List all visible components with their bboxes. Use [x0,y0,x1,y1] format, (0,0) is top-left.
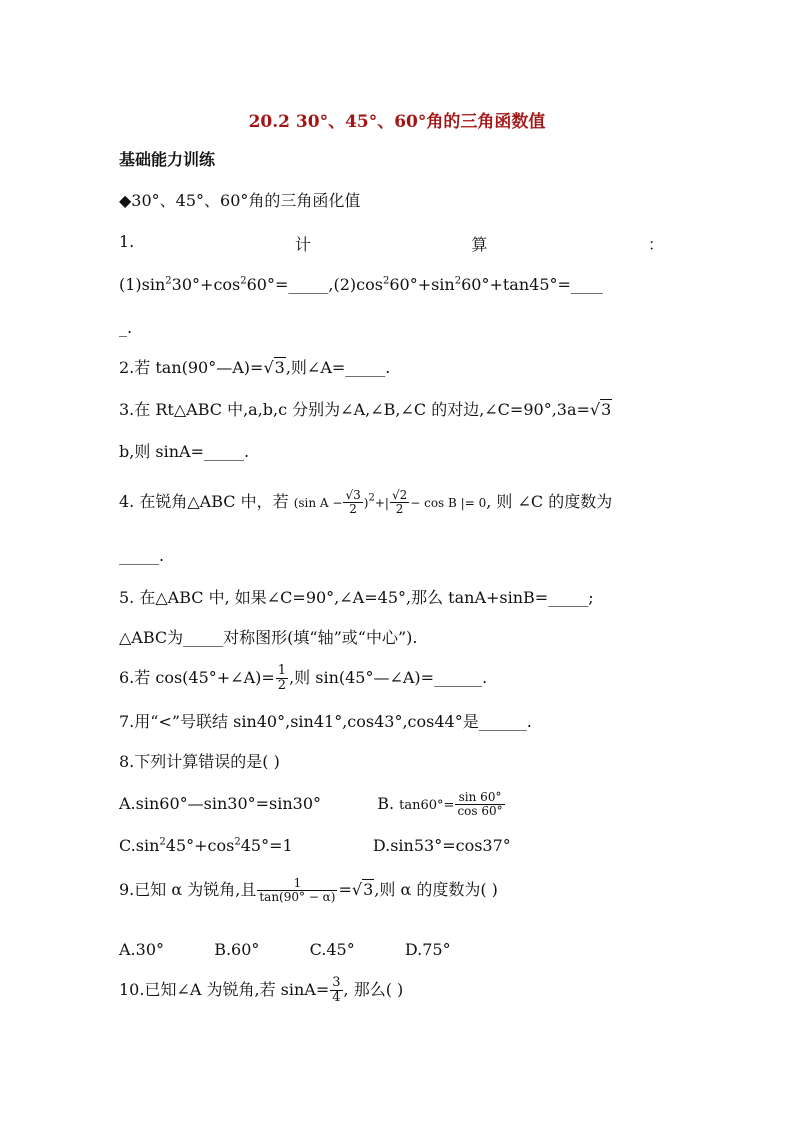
question-9: 9.已知 α 为锐角,且 $\frac{1}{\tan(90^\circ - \alpha)}$ =√3,则 α 的度数为( ) [119,875,498,904]
question-8-options-ab: A.sin60°—sin30°=sin30° B. tan60°= $\frac{\sin 60^\circ}{\cos 60^\circ}$ [119,789,503,818]
question-1-colon: ： [647,235,664,254]
fraction-sqrt2-over-2: $\frac{√2}{2}$ [391,487,408,516]
question-5-line-2: △ABC为_____对称图形(填“轴”或“中心”). [119,628,418,647]
fraction-one-half: $\frac{1}{2}$ [277,662,287,693]
section-heading: 基础能力训练 [119,150,216,169]
question-5-line-1: 5. 在△ABC 中, 如果∠C=90°,∠A=45°,那么 tanA+sinB=_____; [119,588,594,607]
sqrt-symbol: √3 [589,400,612,419]
question-1-number: 1. [119,232,135,251]
option-c: C.45° [309,940,355,959]
fraction-sqrt3-over-2: $\frac{√3}{2}$ [345,487,361,516]
question-4-line-2: _____. [119,546,165,565]
subsection-heading: ◆30°、45°、60°角的三角函化值 [119,191,361,210]
option-b: B.60° [214,940,260,959]
option-b-label: B. [377,794,395,813]
sqrt-symbol: √3 [263,358,285,377]
question-3-line-2: b,则 sinA=_____. [119,442,250,461]
sqrt-symbol: √3 [351,880,374,899]
question-4-line-1: 4. 在锐角△ABC 中，若 (sin A − $\frac{√3}{2}$ )$^2$+| $\frac{√2}{2}$ − cos B |= 0, 则 ∠C 的度数为 [119,487,613,516]
question-7: 7.用“<”号联结 sin40°,sin41°,cos43°,cos44°是______. [119,712,532,731]
option-a: A.30° [119,940,164,959]
question-1-tail: _. [119,318,133,337]
page-title: 20.2 30°、45°、60°角的三角函数值 [248,112,546,132]
question-1-word-suan: 算 [471,235,488,254]
question-10: 10.已知∠A 为锐角,若 sinA= $\frac{3}{4}$ , 那么( ) [119,974,404,1005]
fraction-one-over-tan: $\frac{1}{\tan(90^\circ - \alpha)}$ [259,875,336,904]
question-1-word-ji: 计 [294,235,311,254]
question-6: 6.若 cos(45°+∠A)= $\frac{1}{2}$ ,则 sin(45°—∠A)=______. [119,662,488,693]
question-1-body: $(1)\sin^230^\circ+\cos^260^\circ=\_\_\_\_\_,(2)\cos^260^\circ+\sin^260^\circ+\tan 45^\circ=\_\_\_\_$ [119,275,603,294]
question-8-options-cd [119,836,511,856]
fraction-sin60-over-cos60: $\frac{\sin 60^\circ}{\cos 60^\circ}$ [457,789,503,818]
option-a: A.sin60°—sin30°=sin30° [119,794,322,813]
question-8-stem: 8.下列计算错误的是( ) [119,752,280,771]
option-d: D.75° [404,940,451,959]
question-9-options [119,940,451,960]
question-3-line-1: 3.在 Rt△ABC 中,a,b,c 分别为∠A,∠B,∠C 的对边,∠C=90°,3a=√3 [119,400,612,419]
option-d: D.sin53°=cos37° [372,836,511,855]
option-c: $C.\sin^245^\circ+\cos^245^\circ=1$ [119,836,293,855]
fraction-three-quarters: $\frac{3}{4}$ [332,974,341,1005]
question-1-header [119,232,664,255]
question-2: 2.若 tan(90°—A)=√3,则∠A=_____. [119,358,391,377]
